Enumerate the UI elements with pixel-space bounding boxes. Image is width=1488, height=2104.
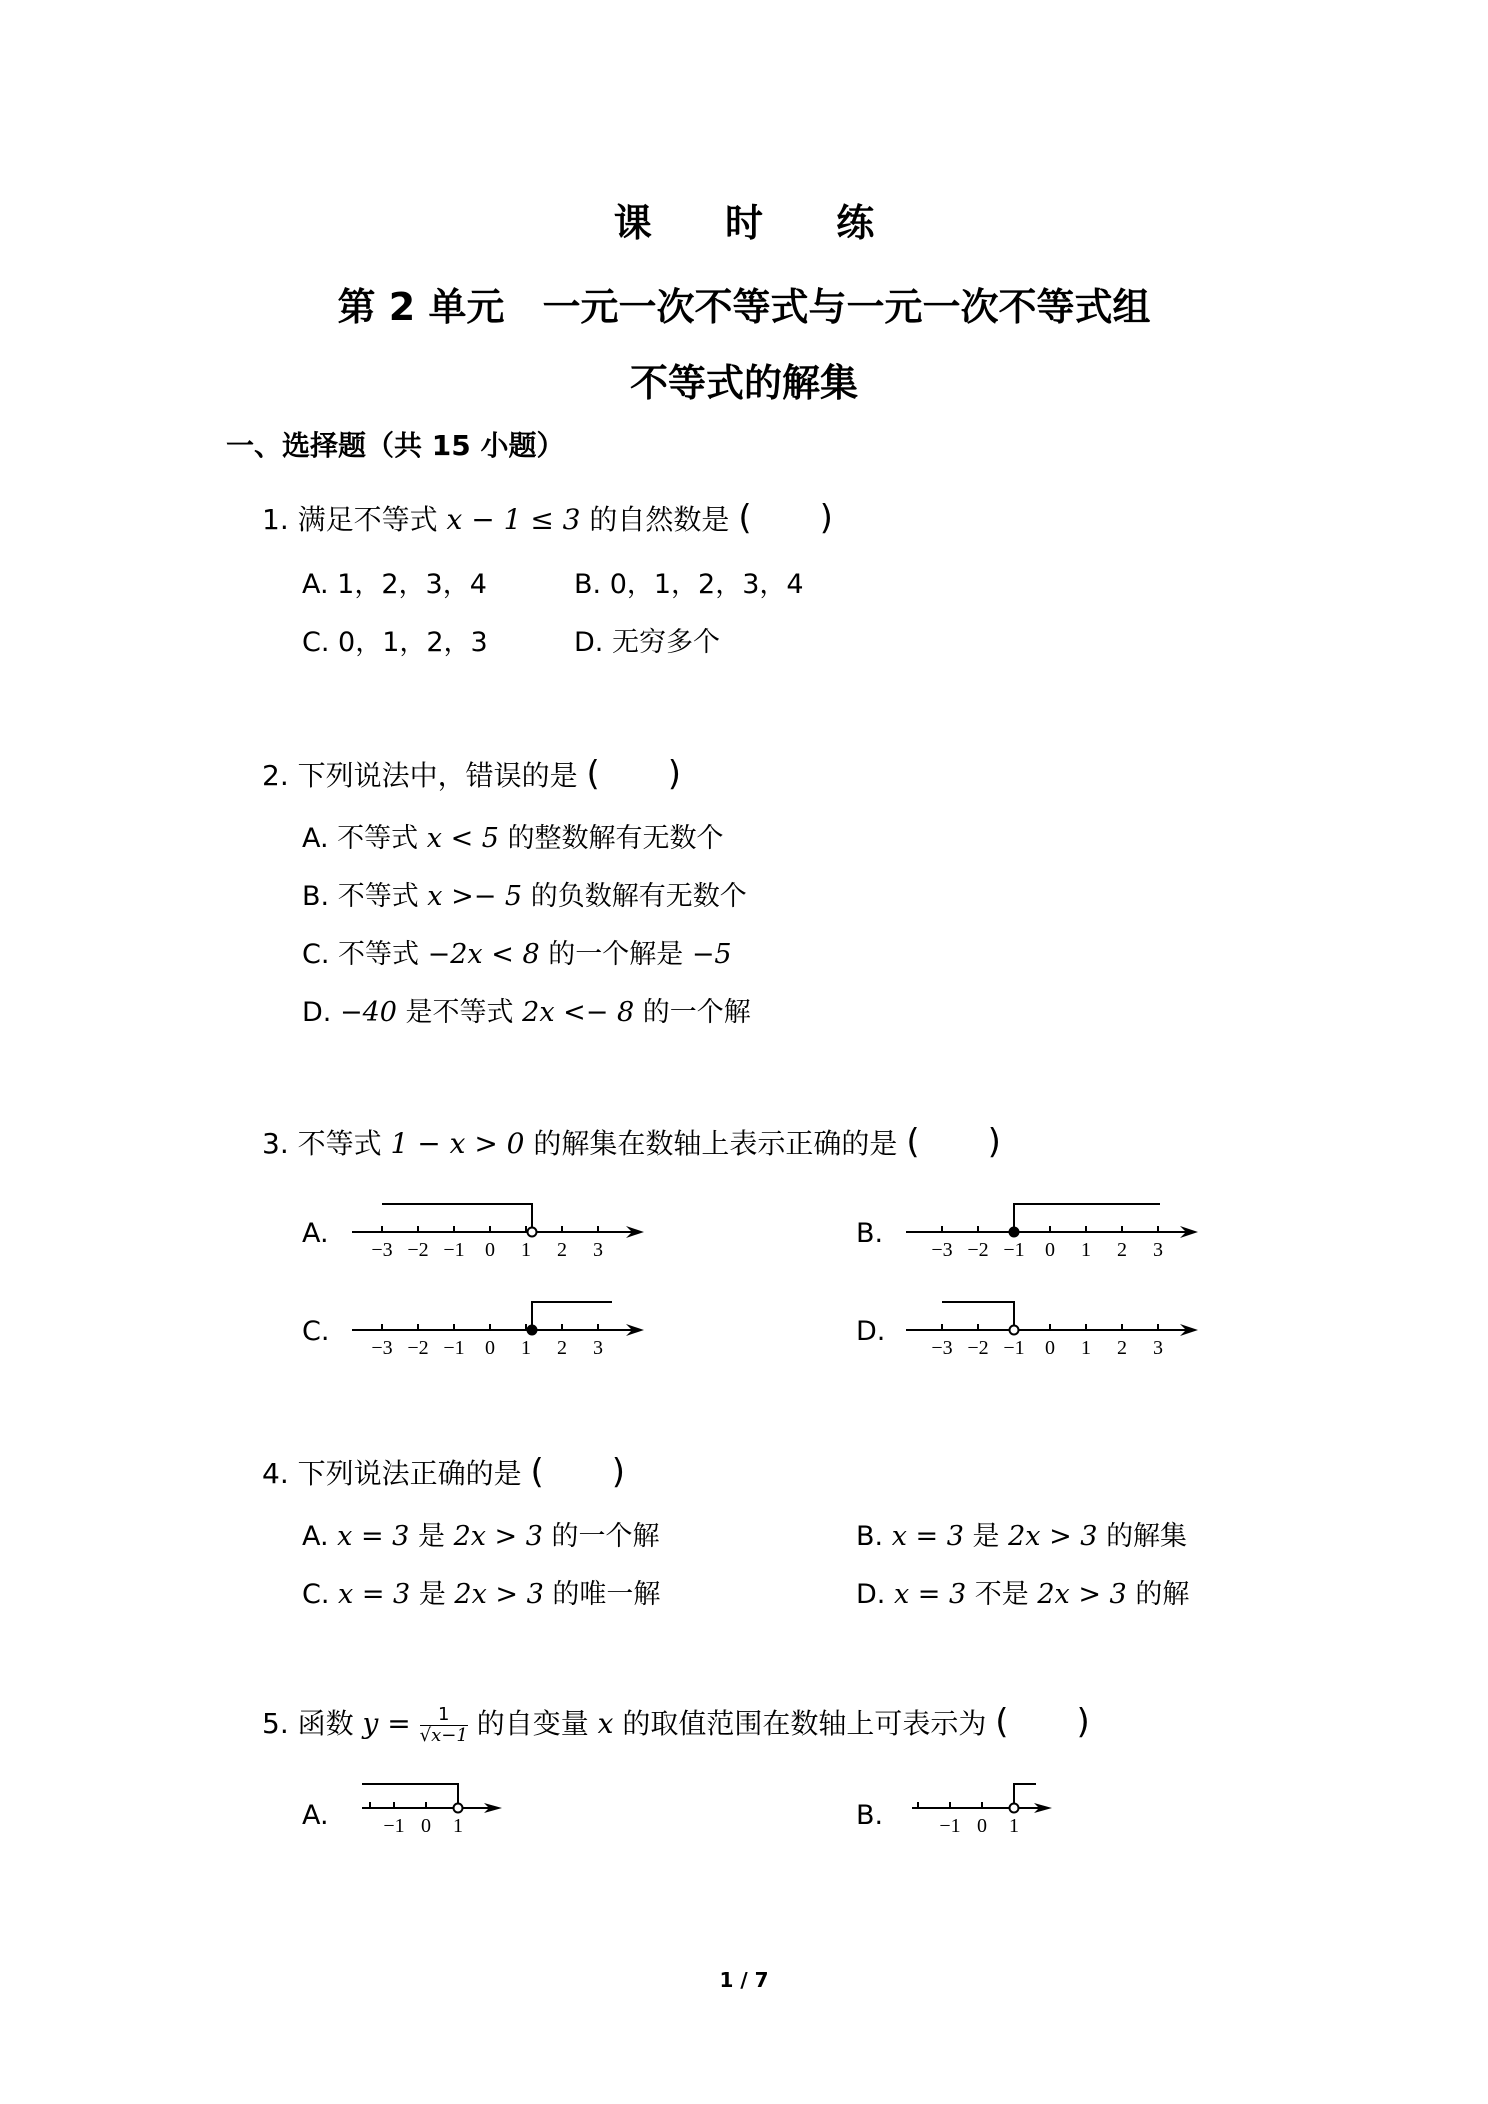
worksheet-title: 课 时 练	[613, 201, 905, 245]
tick-label: 0	[1045, 1239, 1055, 1260]
option-b: B. 0，1，2，3，4	[574, 569, 804, 600]
option-b-label: B.	[856, 1800, 884, 1831]
question-text: 的解集在数轴上表示正确的是	[533, 1127, 898, 1160]
tick-label: 1	[1081, 1337, 1091, 1358]
tick-label: −2	[967, 1337, 989, 1358]
closed-point	[528, 1326, 537, 1335]
question-2	[262, 746, 681, 795]
option-a: A. 1，2，3，4	[302, 569, 487, 600]
tick-label: 0	[977, 1815, 987, 1836]
question-number: 2.	[262, 759, 289, 792]
tick-label: 1	[521, 1239, 531, 1260]
tick-label: −1	[443, 1337, 465, 1358]
tick-label: 3	[1153, 1337, 1163, 1358]
tick-label: 2	[1117, 1239, 1127, 1260]
tick-label: 0	[421, 1815, 431, 1836]
question-text: 满足不等式	[297, 503, 438, 536]
option-c: C. x = 3 是 2x > 3 的唯一解	[302, 1579, 661, 1610]
question-text: 的自然数是	[589, 503, 730, 536]
unit-title: 第 2 单元 一元一次不等式与一元一次不等式组	[337, 285, 1151, 329]
question-4	[262, 1444, 625, 1493]
tick-label: −1	[1003, 1239, 1025, 1260]
number-line-a	[340, 1190, 660, 1260]
question-1	[262, 490, 833, 539]
tick-label: −1	[443, 1239, 465, 1260]
page-number: 1 / 7	[719, 1968, 769, 1992]
number-line-5a	[356, 1770, 516, 1836]
option-d: D. 无穷多个	[574, 627, 720, 658]
option-d-label: D.	[856, 1316, 886, 1347]
tick-label: 1	[1081, 1239, 1091, 1260]
tick-label: 2	[1117, 1337, 1127, 1358]
open-point	[528, 1228, 537, 1237]
answer-blank: ( )	[530, 1452, 626, 1492]
option-b: B. 不等式 x >− 5 的负数解有无数个	[302, 881, 747, 912]
math-variable: x	[597, 1707, 614, 1740]
tick-label: −3	[931, 1337, 953, 1358]
open-point	[1010, 1326, 1019, 1335]
number-line-c	[340, 1288, 660, 1358]
option-b: B. x = 3 是 2x > 3 的解集	[856, 1521, 1188, 1552]
fraction: $\frac{1}{√x-1}$	[419, 1703, 468, 1746]
section-heading: 一、选择题（共 15 小题）	[226, 429, 565, 462]
open-point	[1010, 1804, 1019, 1813]
tick-label: −3	[931, 1239, 953, 1260]
answer-blank: ( )	[586, 754, 682, 794]
number-line-b	[894, 1190, 1214, 1260]
tick-label: 0	[485, 1239, 495, 1260]
question-text: 的自变量	[476, 1707, 589, 1740]
answer-blank: ( )	[906, 1122, 1001, 1162]
question-text: 下列说法中，错误的是	[297, 759, 578, 792]
tick-label: 1	[521, 1337, 531, 1358]
tick-label: −2	[967, 1239, 989, 1260]
option-d: D. −40 是不等式 2x <− 8 的一个解	[302, 997, 751, 1028]
tick-label: 0	[1045, 1337, 1055, 1358]
number-line-d	[894, 1288, 1214, 1358]
question-number: 4.	[262, 1457, 289, 1490]
lesson-title: 不等式的解集	[629, 361, 858, 405]
question-text: 函数	[297, 1707, 354, 1740]
option-c-label: C.	[302, 1316, 330, 1347]
tick-label: 3	[593, 1239, 603, 1260]
tick-label: −3	[371, 1239, 393, 1260]
tick-label: 1	[453, 1815, 463, 1836]
tick-label: −3	[371, 1337, 393, 1358]
question-text: 的取值范围在数轴上可表示为	[622, 1707, 987, 1740]
math-expression: y =	[362, 1707, 411, 1740]
tick-label: −1	[1003, 1337, 1025, 1358]
tick-label: −1	[939, 1815, 961, 1836]
tick-label: −1	[383, 1815, 405, 1836]
tick-label: 3	[1153, 1239, 1163, 1260]
tick-label: 2	[557, 1337, 567, 1358]
tick-label: 0	[485, 1337, 495, 1358]
answer-blank: ( )	[995, 1702, 1090, 1742]
tick-label: −2	[407, 1239, 429, 1260]
option-a: A. x = 3 是 2x > 3 的一个解	[302, 1521, 660, 1552]
option-c: C. 不等式 −2x < 8 的一个解是 −5	[302, 939, 732, 970]
question-text: 下列说法正确的是	[297, 1457, 522, 1490]
question-text: 不等式	[297, 1127, 382, 1160]
option-d: D. x = 3 不是 2x > 3 的解	[856, 1579, 1190, 1610]
option-a-label: A.	[302, 1218, 329, 1249]
tick-label: 1	[1009, 1815, 1019, 1836]
math-expression: 1 − x > 0	[390, 1127, 525, 1160]
open-point	[454, 1804, 463, 1813]
math-expression: x − 1 ≤ 3	[446, 503, 581, 536]
question-3	[262, 1114, 1001, 1163]
question-number: 5.	[262, 1707, 289, 1740]
tick-label: −2	[407, 1337, 429, 1358]
question-number: 3.	[262, 1127, 289, 1160]
number-line-5b	[906, 1770, 1066, 1836]
question-5	[262, 1694, 1090, 1746]
closed-point	[1010, 1228, 1019, 1237]
option-b-label: B.	[856, 1218, 884, 1249]
tick-label: 2	[557, 1239, 567, 1260]
answer-blank: ( )	[738, 498, 833, 538]
tick-label: 3	[593, 1337, 603, 1358]
question-number: 1.	[262, 503, 289, 536]
option-a: A. 不等式 x < 5 的整数解有无数个	[302, 823, 724, 854]
option-c: C. 0，1，2，3	[302, 627, 488, 658]
option-a-label: A.	[302, 1800, 329, 1831]
